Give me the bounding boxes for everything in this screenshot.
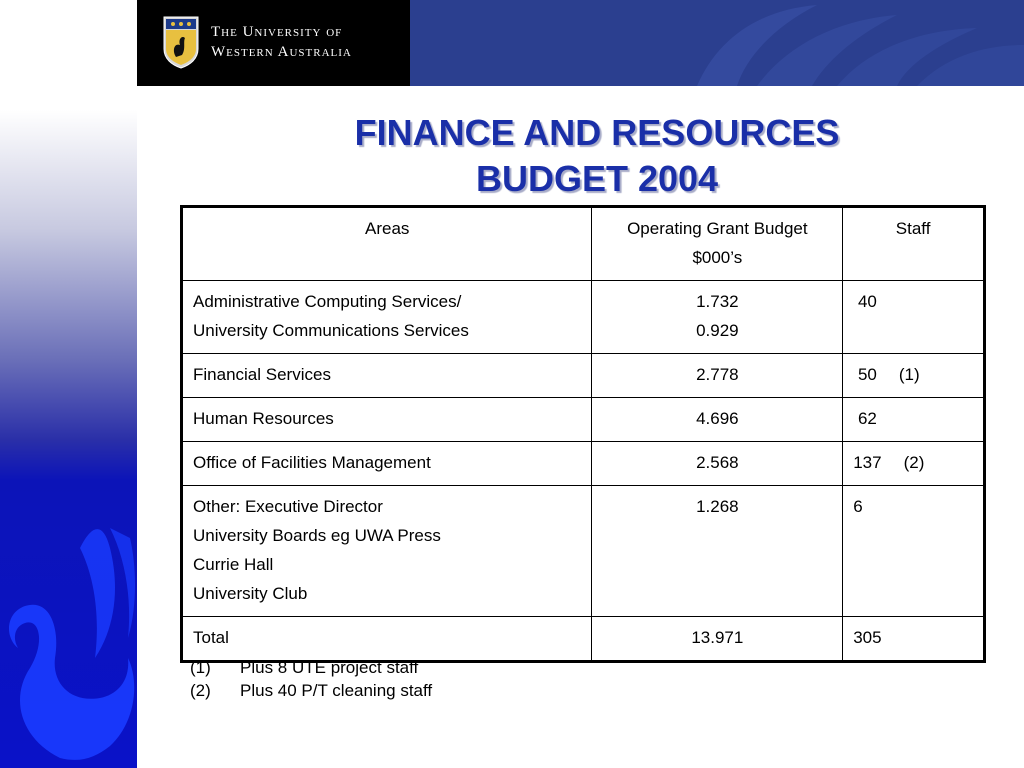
cell-grant: 4.696 xyxy=(592,398,843,442)
table-header-row xyxy=(182,207,985,281)
cell-area: Administrative Computing Services/ University Communications Services xyxy=(182,281,592,354)
cell-grant: 1.268 xyxy=(592,486,843,617)
footnote-ref: (1) xyxy=(898,365,920,384)
table-row-total xyxy=(182,617,985,662)
table-row xyxy=(182,281,985,354)
cell-staff: 50 (1) xyxy=(843,354,985,398)
swan-icon xyxy=(0,508,137,768)
cell-area: Total xyxy=(182,617,592,662)
cell-area: Human Resources xyxy=(182,398,592,442)
cell-grant: 2.778 xyxy=(592,354,843,398)
logo-text-line2: Western Australia xyxy=(211,44,352,60)
university-logo xyxy=(137,0,410,86)
cell-staff: 137 (2) xyxy=(843,442,985,486)
title-line1: FINANCE AND RESOURCES xyxy=(354,112,840,153)
cell-staff: 305 xyxy=(843,617,985,662)
cell-grant: 13.971 xyxy=(592,617,843,662)
budget-table xyxy=(180,205,986,663)
header-grant: Operating Grant Budget $000’s xyxy=(592,207,843,281)
header-staff: Staff xyxy=(843,207,985,281)
table-row xyxy=(182,486,985,617)
header-areas: Areas xyxy=(182,207,592,281)
table-row xyxy=(182,398,985,442)
cell-grant: 1.732 0.929 xyxy=(592,281,843,354)
cell-staff: 40 xyxy=(843,281,985,354)
cell-staff: 6 xyxy=(843,486,985,617)
title-line2: BUDGET 2004 xyxy=(475,158,719,199)
cell-grant: 2.568 xyxy=(592,442,843,486)
footnote-ref: (2) xyxy=(903,453,925,472)
footnote: (1) Plus 8 UTE project staff xyxy=(190,658,419,677)
footnote: (2) Plus 40 P/T cleaning staff xyxy=(190,681,433,700)
university-crest-icon xyxy=(162,15,200,69)
page-title xyxy=(0,110,1024,202)
table-row xyxy=(182,442,985,486)
footnotes xyxy=(190,656,432,702)
logo-text-line1: The University of xyxy=(211,24,343,40)
cell-area: Office of Facilities Management xyxy=(182,442,592,486)
cell-area: Other: Executive Director University Boards eg UWA Press Currie Hall University Club xyxy=(182,486,592,617)
table-row xyxy=(182,354,985,398)
logo-text xyxy=(211,22,352,62)
cell-area: Financial Services xyxy=(182,354,592,398)
cell-staff: 62 xyxy=(843,398,985,442)
